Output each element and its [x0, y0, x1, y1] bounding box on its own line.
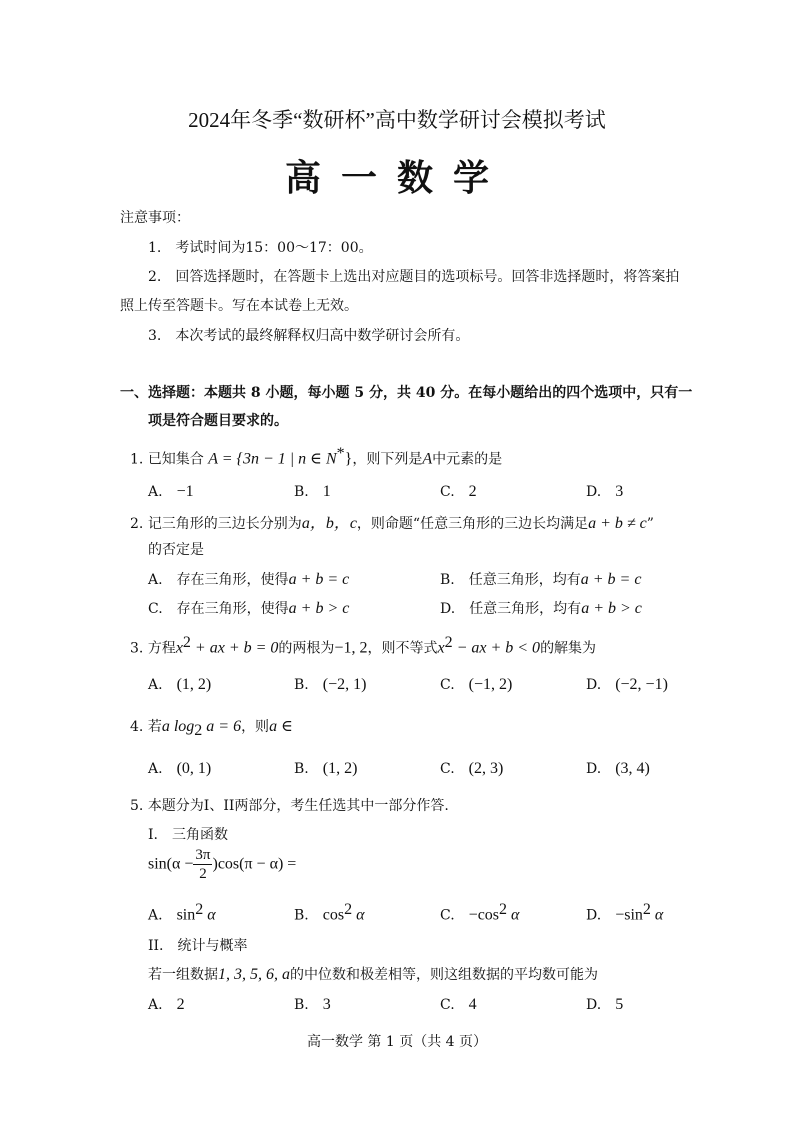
q2-option-b: B. 任意三角形，均有a + b = c [440, 571, 642, 588]
question-2: 2. 记三角形的三边长分别为a，b，c，则命题“任意三角形的三边长均满足a + b ≠ c” [130, 515, 654, 532]
question-1 [130, 445, 502, 469]
question-2-cont: 的否定是 [148, 542, 204, 558]
q5-2-option-b: B. 3 [294, 996, 331, 1013]
q1-option-d: D. 3 [586, 483, 624, 500]
q5-part2-question: 若一组数据1, 3, 5, 6, a的中位数和极差相等，则这组数据的平均数可能为 [148, 966, 598, 983]
math-sup: * [336, 445, 345, 462]
q4-option-b: B. (1, 2) [294, 760, 358, 777]
q3-option-b: B. (−2, 1) [294, 676, 367, 693]
question-4: 4. 若a $\log_2 a = 6$，则a ∈ [130, 718, 293, 739]
q5-1-option-a: A. $\sin^2 \alpha$ [148, 901, 216, 924]
question-3: 3. 方程$x^2$ + ax + b = 0的两根为−1, 2，则不等式$x^2$ − ax + b < 0的解集为 [130, 634, 597, 657]
question-5: 5. 本题分为I、II两部分，考生任选其中一部分作答. [130, 798, 449, 814]
q5-1-option-d: D. $-\sin^2$ α [586, 901, 664, 924]
math-var: A [422, 450, 433, 468]
section1-heading-cont: 项是符合题目要求的。 [148, 413, 288, 429]
notice-item-2-cont: 照上传至答题卡。写在本试卷上无效。 [120, 298, 358, 314]
math-expr: } [344, 450, 353, 468]
q3-option-c: C. (−1, 2) [440, 676, 513, 693]
q4-option-d: D. (3, 4) [586, 760, 650, 777]
q5-2-option-d: D. 5 [586, 996, 624, 1013]
q5-part2-heading: II. 统计与概率 [148, 938, 248, 954]
page-footer: 高一数学 第 1 页（共 4 页） [306, 1034, 488, 1050]
q2-option-c: C. 存在三角形，使得a + b > c [148, 600, 350, 617]
section1-heading: 一、选择题：本题共 8 小题，每小题 5 分，共 40 分。在每小题给出的四个选项中，只有一 [120, 385, 693, 401]
q-text: 已知集合 [147, 451, 204, 468]
q-number: 1. [130, 451, 144, 468]
q1-option-b: B. 1 [294, 483, 331, 500]
q5-1-option-c: C. $-\cos^2$ α [440, 901, 520, 924]
q5-part1-heading: I. 三角函数 [148, 827, 228, 843]
subject-title: 高一数学 [284, 158, 509, 199]
q3-option-d: D. (−2, −1) [586, 676, 668, 693]
fraction: $\frac{3\pi}{2}$ [195, 847, 211, 882]
math-expr: A = {3n − 1 | n ∈ N [208, 450, 337, 468]
q4-option-c: C. (2, 3) [440, 760, 504, 777]
notice-heading: 注意事项： [120, 210, 190, 226]
q-text: ，则下列是 [352, 451, 423, 468]
q5-1-option-b: B. $\cos^2 \alpha$ [294, 901, 365, 924]
q5-part1-expr: sin(α − $\frac{3\pi}{2}$ )cos(π − α) = [148, 847, 297, 882]
q4-option-a: A. (0, 1) [148, 760, 212, 777]
notice-item-1: 1. 考试时间为15：00～17：00。 [148, 240, 373, 256]
q5-2-option-a: A. 2 [148, 996, 185, 1013]
q1-option-c: C. 2 [440, 483, 477, 500]
q3-option-a: A. (1, 2) [148, 676, 212, 693]
q2-option-a: A. 存在三角形，使得a + b = c [148, 571, 350, 588]
q5-2-option-c: C. 4 [440, 996, 477, 1013]
q1-option-a: A. −1 [148, 483, 194, 500]
notice-item-2: 2. 回答选择题时，在答题卡上选出对应题目的选项标号。回答非选择题时，将答案拍 [148, 269, 680, 285]
q2-option-d: D. 任意三角形，均有a + b > c [440, 600, 642, 617]
q-text: 中元素的是 [432, 451, 503, 468]
notice-item-3: 3. 本次考试的最终解释权归高中数学研讨会所有。 [148, 328, 470, 344]
exam-title: 2024年冬季“数研杯”高中数学研讨会模拟考试 [188, 108, 606, 132]
